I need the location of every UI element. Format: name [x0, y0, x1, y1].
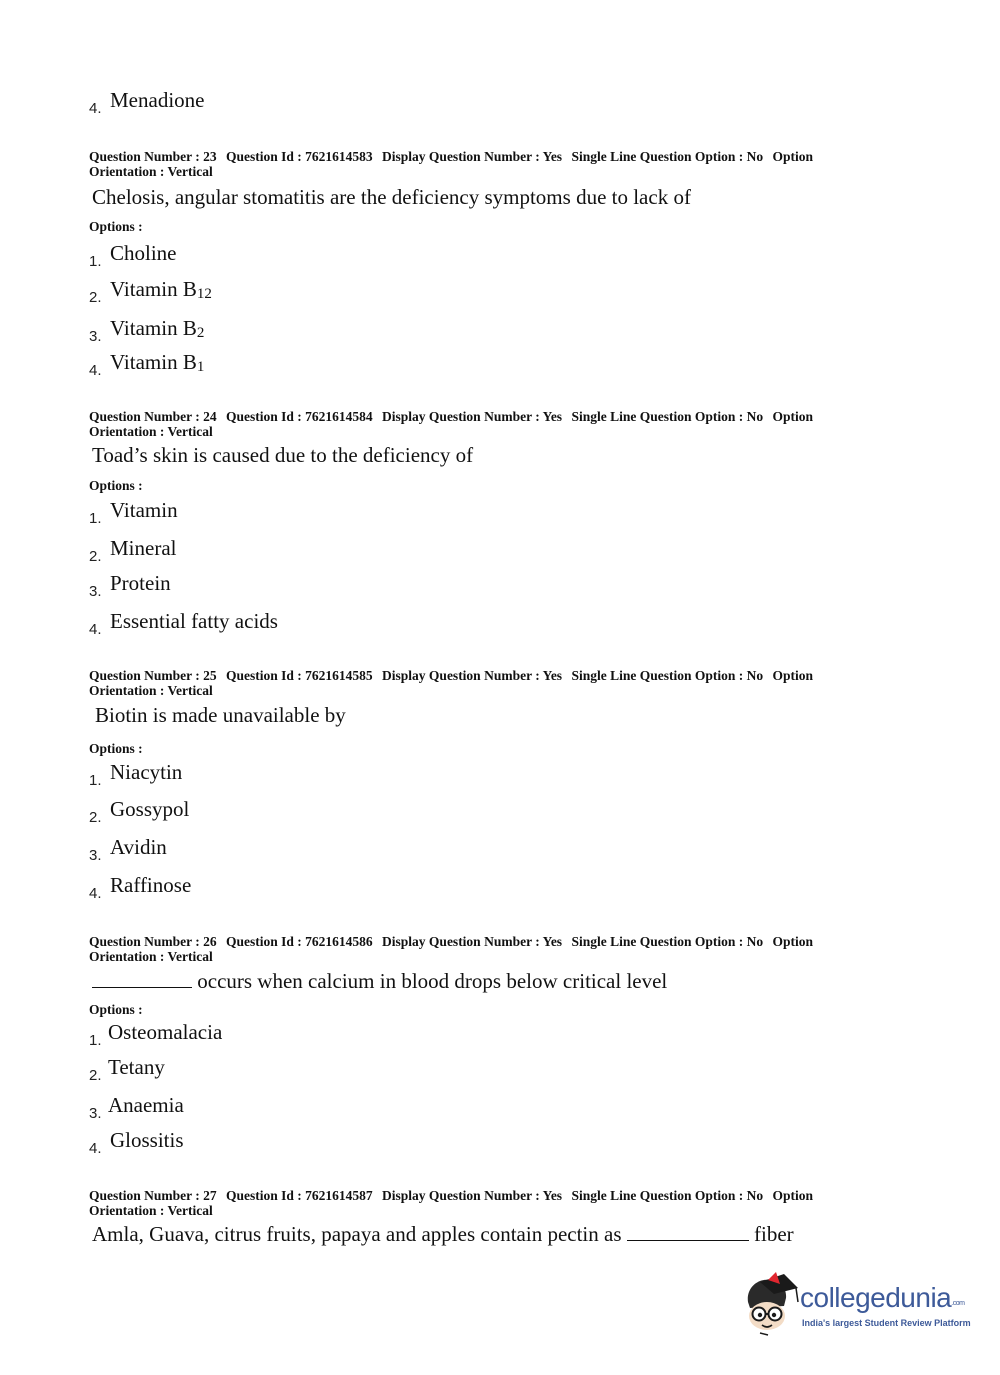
display-question-number-label: Display Question Number : Yes: [382, 409, 563, 424]
option-text: Choline: [110, 241, 177, 265]
fill-in-blank: [92, 973, 192, 988]
display-question-number-label: Display Question Number : Yes: [382, 934, 563, 949]
question-27-text: Amla, Guava, citrus fruits, papaya and apples contain pectin as fiber: [92, 1222, 794, 1246]
option-number: 3.: [89, 847, 102, 864]
option-label: Option: [772, 409, 813, 424]
option-text: Protein: [110, 571, 171, 595]
option-text: Menadione: [110, 88, 205, 112]
question-26-meta: [89, 935, 869, 964]
single-line-option-label: Single Line Question Option : No: [571, 149, 764, 164]
logo-wordmark: collegedunia.com: [800, 1282, 965, 1313]
single-line-option-label: Single Line Question Option : No: [571, 409, 764, 424]
option-label: Option: [772, 1188, 813, 1203]
option-text: Glossitis: [110, 1128, 184, 1152]
option-text: Niacytin: [110, 760, 183, 784]
option-number: 2.: [89, 548, 102, 565]
option-number: 1.: [89, 1032, 102, 1049]
option-text: Vitamin $B_2$: [110, 316, 205, 341]
option-number: 4.: [89, 1140, 102, 1157]
option-number: 3.: [89, 328, 102, 345]
option-number: 1.: [89, 772, 102, 789]
question-23-text: Chelosis, angular stomatitis are the deficiency symptoms due to lack of: [92, 185, 691, 209]
options-label: Options :: [89, 741, 143, 756]
question-id-label: Question Id : 7621614587: [226, 1188, 373, 1203]
option-text: Gossypol: [110, 797, 190, 821]
option-number: 4.: [89, 885, 102, 902]
question-number-label: Question Number : 25: [89, 668, 217, 683]
fill-in-blank: [627, 1226, 749, 1241]
option-text: Avidin: [110, 835, 167, 859]
question-id-label: Question Id : 7621614584: [226, 409, 373, 424]
single-line-option-label: Single Line Question Option : No: [571, 668, 764, 683]
question-25-text: Biotin is made unavailable by: [95, 703, 346, 727]
question-23-meta: [89, 150, 869, 179]
orientation-label: Orientation : Vertical: [89, 423, 213, 439]
options-label: Options :: [89, 219, 143, 234]
option-text: Mineral: [110, 536, 177, 560]
option-number: 4.: [89, 621, 102, 638]
option-number: 2.: [89, 289, 102, 306]
question-number-label: Question Number : 27: [89, 1188, 217, 1203]
single-line-option-label: Single Line Question Option : No: [571, 934, 764, 949]
question-id-label: Question Id : 7621614586: [226, 934, 373, 949]
question-id-label: Question Id : 7621614583: [226, 149, 373, 164]
logo-tagline: India's largest Student Review Platform: [802, 1318, 971, 1328]
question-number-label: Question Number : 24: [89, 409, 217, 424]
option-text: Vitamin $B_{12}$: [110, 277, 212, 302]
option-number: 2.: [89, 809, 102, 826]
option-number: 3.: [89, 1105, 102, 1122]
options-label: Options :: [89, 478, 143, 493]
question-24-meta: [89, 410, 869, 439]
option-text: Anaemia: [108, 1093, 184, 1117]
display-question-number-label: Display Question Number : Yes: [382, 1188, 563, 1203]
option-text: Raffinose: [110, 873, 192, 897]
option-text: Vitamin $B_1$: [110, 350, 205, 375]
option-number: 3.: [89, 583, 102, 600]
display-question-number-label: Display Question Number : Yes: [382, 668, 563, 683]
options-label: Options :: [89, 1002, 143, 1017]
option-text: Tetany: [108, 1055, 165, 1079]
orientation-label: Orientation : Vertical: [89, 1202, 213, 1218]
question-26-text: occurs when calcium in blood drops below critical level: [92, 969, 667, 994]
question-24-text: Toad’s skin is caused due to the deficiency of: [92, 443, 474, 467]
single-line-option-label: Single Line Question Option : No: [571, 1188, 764, 1203]
option-number: 4.: [89, 100, 102, 117]
mascot-icon: [740, 1272, 802, 1336]
display-question-number-label: Display Question Number : Yes: [382, 149, 563, 164]
option-label: Option: [772, 149, 813, 164]
option-text: Osteomalacia: [108, 1020, 223, 1044]
orientation-label: Orientation : Vertical: [89, 163, 213, 179]
option-number: 2.: [89, 1067, 102, 1084]
option-number: 4.: [89, 362, 102, 379]
option-number: 1.: [89, 510, 102, 527]
question-27-meta: [89, 1189, 869, 1218]
option-label: Option: [772, 668, 813, 683]
option-label: Option: [772, 934, 813, 949]
question-number-label: Question Number : 26: [89, 934, 217, 949]
question-number-label: Question Number : 23: [89, 149, 217, 164]
option-text: Essential fatty acids: [110, 609, 278, 633]
option-number: 1.: [89, 253, 102, 270]
collegedunia-logo: [740, 1272, 980, 1342]
orientation-label: Orientation : Vertical: [89, 682, 213, 698]
orientation-label: Orientation : Vertical: [89, 948, 213, 964]
option-text: Vitamin: [110, 498, 178, 522]
question-25-meta: [89, 669, 869, 698]
question-id-label: Question Id : 7621614585: [226, 668, 373, 683]
